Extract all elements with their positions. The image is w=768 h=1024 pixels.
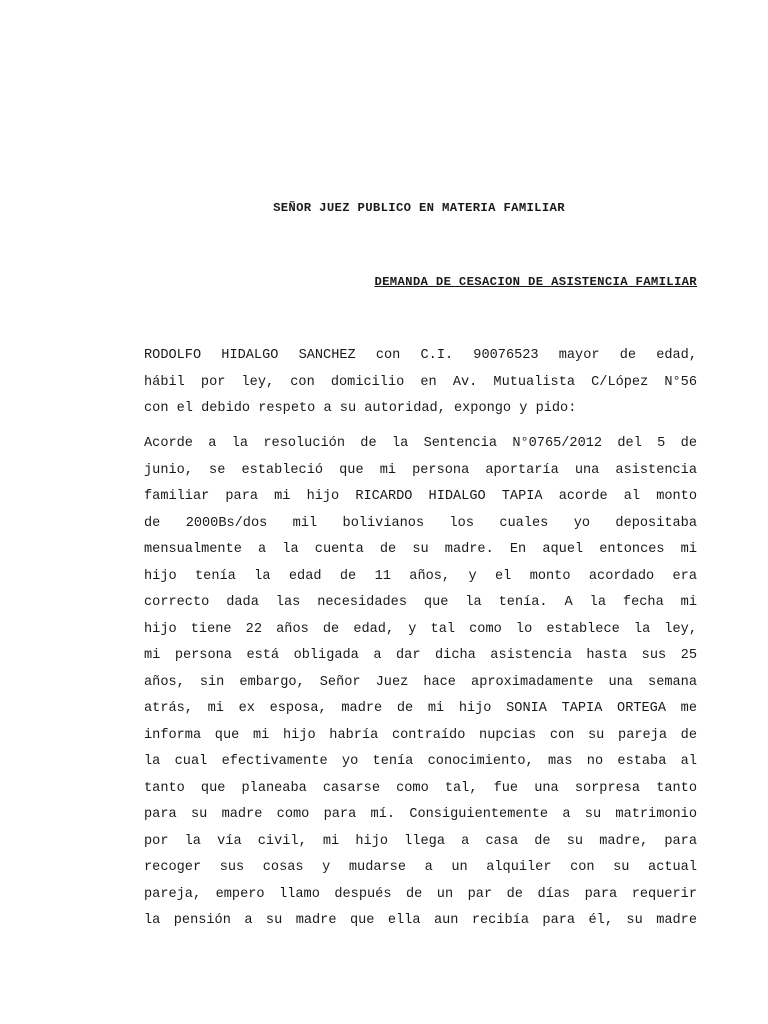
text-line: correcto dada las necesidades que la tenía. A la fecha mi [144,595,697,610]
text-line: familiar para mi hijo RICARDO HIDALGO TAPIA acorde al monto [144,489,697,504]
text-line: hijo tiene 22 años de edad, y tal como lo establece la ley, [144,621,697,637]
text-line: junio, se estableció que mi persona aportaría una asistencia [144,462,697,478]
text-line: hábil por ley, con domicilio en Av. Mutualista C/López N°56 [144,374,697,390]
text-line: recoger sus cosas y mudarse a un alquiler con su actual [144,860,697,875]
text-line: por la vía civil, mi hijo llega a casa de su madre, para [144,833,697,849]
text-line: Acorde a la resolución de la Sentencia N°0765/2012 del 5 de [144,436,697,451]
text-line: hijo tenía la edad de 11 años, y el monto acordado era [144,568,697,584]
text-line: informa que mi hijo habría contraído nupcias con su pareja de [144,727,697,743]
paragraph-body [144,431,697,935]
text-line: mi persona está obligada a dar dicha asistencia hasta sus 25 [144,648,697,663]
text-line: con el debido respeto a su autoridad, expongo y pido: [144,401,577,416]
text-line: pareja, empero llamo después de un par de días para requerir [144,886,697,902]
text-line: para su madre como para mí. Consiguientemente a su matrimonio [144,807,697,822]
text-line: años, sin embargo, Señor Juez hace aproximadamente una semana [144,674,697,690]
text-line: la cual efectivamente yo tenía conocimiento, mas no estaba al [144,754,697,769]
text-line: de 2000Bs/dos mil bolivianos los cuales yo depositaba [144,515,697,531]
text-line: RODOLFO HIDALGO SANCHEZ con C.I. 90076523 mayor de edad, [144,348,697,363]
paragraph-intro [144,343,697,423]
text-line: atrás, mi ex esposa, madre de mi hijo SONIA TAPIA ORTEGA me [144,701,697,716]
text-line: la pensión a su madre que ella aun recibía para él, su madre [144,913,697,928]
document-heading: SEÑOR JUEZ PUBLICO EN MATERIA FAMILIAR [273,201,565,215]
text-line: tanto que planeaba casarse como tal, fue una sorpresa tanto [144,780,697,796]
text-line: mensualmente a la cuenta de su madre. En aquel entonces mi [144,542,697,557]
document-subheading: DEMANDA DE CESACION DE ASISTENCIA FAMILIAR [374,275,697,289]
